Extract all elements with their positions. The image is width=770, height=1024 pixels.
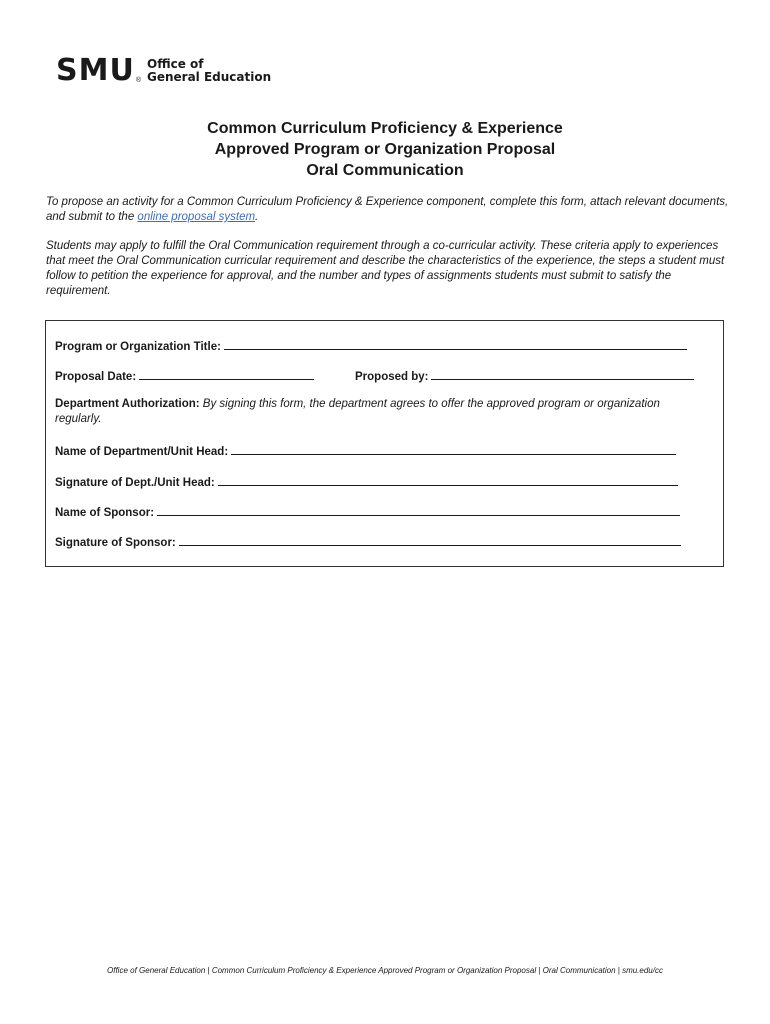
intro-period: . [255,211,259,223]
logo-mark: SMU [56,53,135,88]
proposal-form [45,320,724,567]
sponsor-name-label: Name of Sponsor: [55,507,155,519]
proposal-date-field[interactable] [139,367,314,380]
dept-head-signature-row [55,473,678,491]
logo-registered-mark: ® [135,77,141,84]
title-line-1: Common Curriculum Proficiency & Experience [207,120,563,137]
sponsor-signature-row [55,533,681,551]
logo-office-name [147,58,271,84]
intro-paragraph-1 [46,195,731,225]
online-proposal-system-link[interactable]: online proposal system [137,211,256,223]
proposal-date-row [55,367,314,385]
dept-head-signature-label: Signature of Dept./Unit Head: [55,477,215,489]
intro-text: To propose an activity for a Common Curriculum Proficiency & Experience component, complete this form, attach relevant documents, and submit to the [46,196,729,223]
dept-auth-text: By signing this form, the department agrees to offer the approved program or organization regularly. [55,398,660,425]
program-title-field[interactable] [224,337,687,350]
dept-head-signature-field[interactable] [218,473,678,486]
document-title [0,118,770,181]
dept-head-name-field[interactable] [231,442,676,455]
department-authorization [55,397,695,427]
proposed-by-row [355,367,694,385]
sponsor-name-row [55,503,680,521]
dept-head-name-label: Name of Department/Unit Head: [55,446,229,458]
smu-logo [56,53,272,88]
program-title-row [55,337,687,355]
intro-paragraph-2: Students may apply to fulfill the Oral Communication requirement through a co-curricular activity. These criteria apply to experiences that meet the Oral Communication curricular requirement and describe the characteristics of the experience, the steps a student must follow to petition the experience for approval, and the number and types of assignments students must submit to satisfy the requirement. [46,240,725,297]
dept-head-name-row [55,442,676,460]
sponsor-signature-label: Signature of Sponsor: [55,537,176,549]
program-title-label: Program or Organization Title: [55,341,221,353]
sponsor-signature-field[interactable] [179,533,681,546]
dept-auth-label: Department Authorization: [55,398,200,410]
proposed-by-field[interactable] [431,367,694,380]
title-line-3: Oral Communication [306,162,464,179]
page-footer: Office of General Education | Common Curriculum Proficiency & Experience Approved Program or Organization Proposal | Oral Communication | smu.edu/cc [107,966,663,975]
proposed-by-label: Proposed by: [355,371,429,383]
title-line-2: Approved Program or Organization Proposal [214,141,556,158]
proposal-date-label: Proposal Date: [55,371,137,383]
sponsor-name-field[interactable] [157,503,680,516]
logo-line-1: Office of [147,57,204,71]
logo-line-2: General Education [147,70,272,84]
